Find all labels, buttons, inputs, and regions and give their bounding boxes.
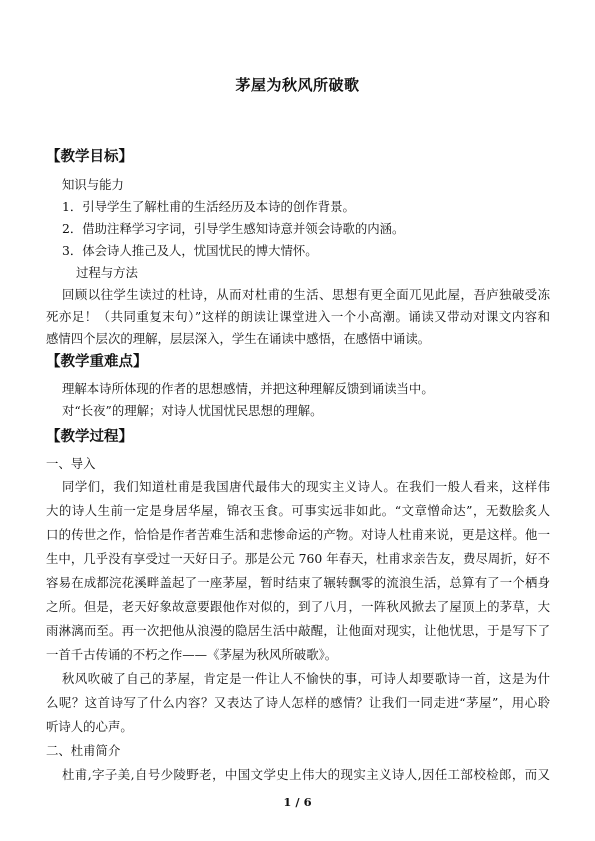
text-line: 知识与能力 [62,177,124,192]
text-line: 感情四个层次的理解，层层深入，学生在诵读中感悟，在感悟中诵读。 [46,331,431,346]
text-line: 过程与方法 [76,265,138,280]
text-line: 口的传世之作，恰恰是作者苦难生活和悲惨命运的产物。对诗人杜甫来说，更是这样。他一 [46,527,550,542]
text-line: 秋风吹破了自己的茅屋，肯定是一件让人不愉快的事，可诗人却要歌诗一首，这是为什 [62,671,550,686]
text-line: 回顾以往学生读过的杜诗，从而对杜甫的生活、思想有更全面兀见此屋，吾庐独破受冻 [62,287,550,302]
text-line: 1．引导学生了解杜甫的生活经历及本诗的创作背景。 [62,199,355,214]
text-line: 理解本诗所体现的作者的思想感情，并把这种理解反馈到诵读当中。 [62,381,434,396]
text-line: 一首千古传诵的不朽之作——《茅屋为秋风所破歌》。 [46,647,338,662]
text-line: 容易在成都浣花溪畔盖起了一座茅屋，暂时结束了辗转飘零的流浪生活，总算有了一个栖身 [46,575,550,590]
section-heading-objectives: 【教学目标】 [46,148,133,165]
document-title: 茅屋为秋风所破歌 [235,76,360,94]
text-line: 大的诗人生前一定是身居华屋，锦衣玉食。可事实远非如此。“文章憎命达”，无数脍炙人 [46,503,550,518]
section-heading-key-points: 【教学重难点】 [46,353,148,370]
text-line: 雨淋漓而至。再一次把他从浪漫的隐居生活中敲醒，让他面对现实，让他忧思，于是写下了 [46,623,550,638]
text-line: 死亦足！（共同重复末句）”这样的朗读让课堂进入一个小高潮。诵读又带动对课文内容和 [46,309,550,324]
section-heading-process: 【教学过程】 [46,428,133,445]
page-number: 1 / 6 [283,795,312,809]
text-line: 对“长夜”的理解；对诗人忧国忧民思想的理解。 [62,403,323,418]
text-line: 听诗人的心声。 [46,719,133,734]
text-line: 同学们，我们知道杜甫是我国唐代最伟大的现实主义诗人。在我们一般人看来，这样伟 [62,479,550,494]
text-line: 么呢？这首诗写了什么内容？又表达了诗人怎样的感情？让我们一同走进“茅屋”，用心聆 [46,695,550,710]
text-line: 杜甫,字子美,自号少陵野老，中国文学史上伟大的现实主义诗人,因任工部校检郎，而又 [62,767,550,782]
text-line: 一、导入 [46,456,96,471]
text-line: 之所。但是，老天好象故意要跟他作对似的，到了八月，一阵秋风掀去了屋顶上的茅草，大 [46,599,550,614]
text-line: 3．体会诗人推己及人，忧国忧民的博大情怀。 [62,243,318,258]
text-line: 2．借助注释学习字词，引导学生感知诗意并领会诗歌的内涵。 [62,221,405,236]
text-line: 二、杜甫简介 [46,743,121,758]
text-line: 生中，几乎没有享受过一天好日子。那是公元 760 年春天，杜甫求亲告友，费尽周折，好不 [46,551,550,566]
